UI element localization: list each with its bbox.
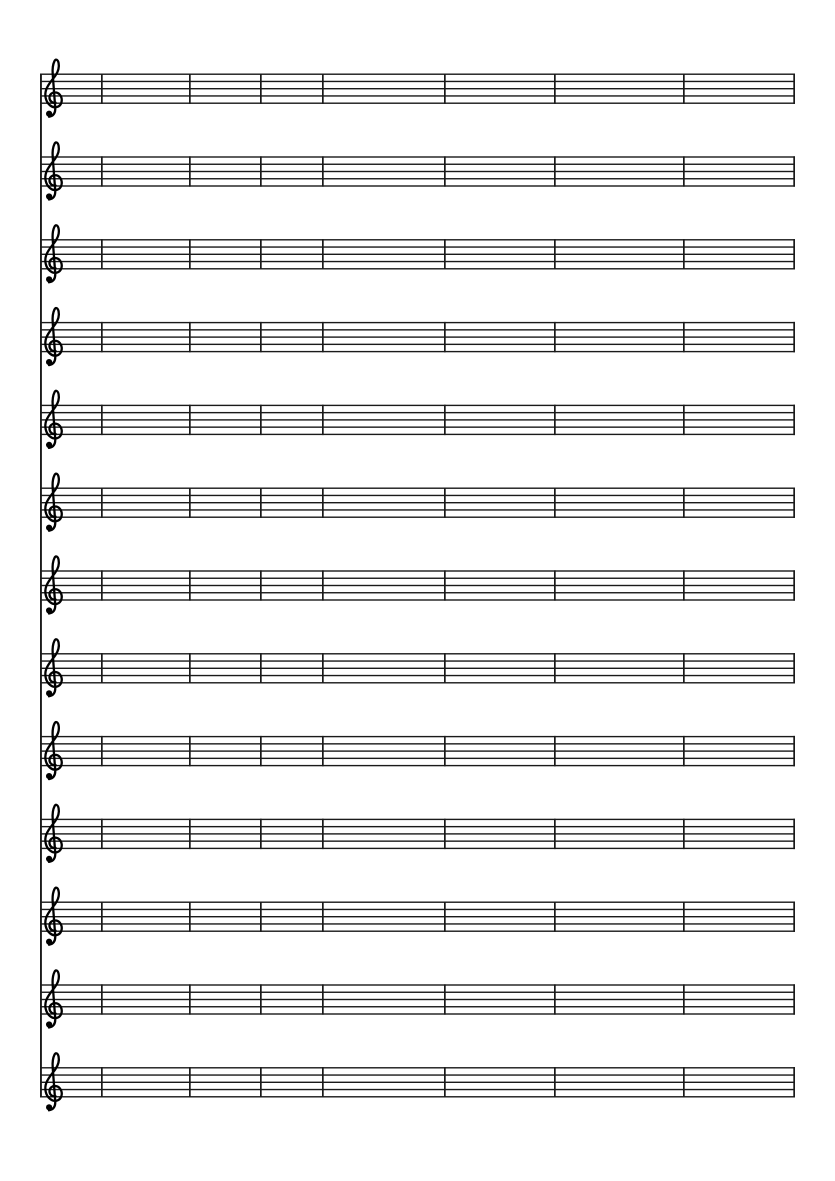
staff-system (40, 1053, 795, 1110)
staff-line (40, 1006, 795, 1007)
lyric-syllable: a (178, 35, 186, 54)
barline (322, 488, 324, 518)
barline (260, 156, 262, 186)
barline (554, 653, 556, 683)
staff-line (40, 743, 795, 744)
lyric-syllable: ku (528, 35, 545, 54)
barline (444, 156, 446, 186)
staff-line (40, 599, 795, 600)
staff-line (40, 509, 795, 510)
barline (101, 156, 103, 186)
staff-line (40, 570, 795, 571)
barline (322, 1067, 324, 1097)
staff-system (40, 474, 795, 531)
barline (260, 1067, 262, 1097)
barline (793, 239, 795, 269)
barline (793, 819, 795, 849)
lyric-syllable: sih (625, 35, 645, 54)
barline (260, 322, 262, 352)
staff-line (40, 495, 795, 496)
lyric-syllable: rim (423, 35, 447, 54)
lyric-syllable: yang (660, 35, 694, 54)
barline (444, 322, 446, 352)
barline (189, 488, 191, 518)
barline (683, 819, 685, 849)
barline (101, 74, 103, 104)
barline (554, 239, 556, 269)
staff-line (40, 419, 795, 420)
page-number: 35 (777, 13, 794, 32)
barline (444, 902, 446, 932)
barline (793, 1067, 795, 1097)
staff-line (40, 322, 795, 323)
lyric-syllable: a (67, 35, 75, 54)
staff-line (40, 750, 795, 751)
staff-line (40, 1089, 795, 1090)
staff-system (40, 970, 795, 1027)
barline (554, 488, 556, 518)
barline (260, 902, 262, 932)
staff-system (40, 60, 795, 117)
barline (260, 570, 262, 600)
barline (683, 405, 685, 435)
barline (793, 405, 795, 435)
staff-line (40, 81, 795, 82)
barline (189, 736, 191, 766)
staff-line (40, 902, 795, 903)
staff-line (40, 164, 795, 165)
staff-line (40, 517, 795, 518)
barline (260, 405, 262, 435)
staff-line (40, 434, 795, 435)
lyric-syllable: lah (482, 35, 503, 54)
barline (444, 653, 446, 683)
staff-line (40, 992, 795, 993)
barline (101, 488, 103, 518)
barline (554, 570, 556, 600)
barline (322, 405, 324, 435)
staff-line (40, 653, 795, 654)
staff-line (40, 156, 795, 157)
lyric-syllable: han (367, 35, 392, 54)
staff-line (40, 1013, 795, 1014)
barline (101, 570, 103, 600)
barline (444, 239, 446, 269)
staff-system (40, 805, 795, 862)
staff-line (40, 736, 795, 737)
staff-line (40, 171, 795, 172)
barline (322, 239, 324, 269)
barline (793, 902, 795, 932)
staff-line (40, 268, 795, 269)
measure-number: 72 (22, 53, 34, 67)
staff-line (40, 660, 795, 661)
staff-line (40, 95, 795, 96)
barline (444, 984, 446, 1014)
barline (554, 902, 556, 932)
barline (683, 239, 685, 269)
lyric-syllable: i (54, 35, 59, 54)
staff-system (40, 142, 795, 199)
staff-line (40, 351, 795, 352)
staff-line (40, 923, 795, 924)
staff-line (40, 984, 795, 985)
barline (260, 736, 262, 766)
barline (189, 1067, 191, 1097)
barline (101, 819, 103, 849)
staff-line (40, 488, 795, 489)
barline (683, 984, 685, 1014)
barline (322, 736, 324, 766)
barline (189, 74, 191, 104)
staff-line (40, 819, 795, 820)
lyric-syllable: nya (223, 35, 248, 54)
staff-line (40, 916, 795, 917)
staff-line (40, 344, 795, 345)
staff-line (40, 833, 795, 834)
barline (322, 902, 324, 932)
barline (793, 322, 795, 352)
staff-system (40, 556, 795, 613)
staff-line (40, 239, 795, 240)
barline (683, 74, 685, 104)
lyric-syllable: kan (451, 35, 476, 54)
barline (793, 74, 795, 104)
lyric-syllable: ku (80, 35, 97, 54)
barline (683, 322, 685, 352)
staff-line (40, 336, 795, 337)
staff-line (40, 1096, 795, 1097)
lyric-syllable: ki (405, 35, 419, 54)
lyric-syllable: Tu (346, 35, 365, 54)
barline (101, 1067, 103, 1097)
barline (322, 653, 324, 683)
barline (322, 570, 324, 600)
barline (260, 984, 262, 1014)
lyric-syllable: A (133, 35, 146, 54)
staff-line (40, 1074, 795, 1075)
staff-line (40, 426, 795, 427)
lyric-syllable: ha (755, 35, 772, 54)
staff-line (40, 178, 795, 179)
staff-line (40, 74, 795, 75)
staff-line (40, 682, 795, 683)
lyric-syllable: Ke (577, 35, 597, 54)
barline (444, 488, 446, 518)
staff-line (40, 999, 795, 1000)
barline (189, 902, 191, 932)
barline (683, 570, 685, 600)
staff-system (40, 722, 795, 779)
staff-system (40, 225, 795, 282)
barline (189, 239, 191, 269)
staff-line (40, 246, 795, 247)
barline (189, 984, 191, 1014)
staff-line (40, 88, 795, 89)
staff-line (40, 848, 795, 849)
staff-line (40, 405, 795, 406)
barline (260, 653, 262, 683)
barline (260, 819, 262, 849)
barline (554, 156, 556, 186)
barline (189, 819, 191, 849)
staff-line (40, 826, 795, 827)
staff-line (40, 185, 795, 186)
lyric-syllable: da (202, 35, 219, 54)
barline (793, 570, 795, 600)
barline (554, 736, 556, 766)
lyric-syllable: ka (602, 35, 619, 54)
barline (101, 322, 103, 352)
staff-system (40, 308, 795, 365)
barline (554, 984, 556, 1014)
barline (101, 984, 103, 1014)
staff-line (40, 329, 795, 330)
staff-line (40, 103, 795, 104)
staff-line (40, 668, 795, 669)
staff-line (40, 412, 795, 413)
staff-line (40, 261, 795, 262)
staff-line (40, 909, 795, 910)
barline (793, 736, 795, 766)
barline (444, 74, 446, 104)
staff-line (40, 765, 795, 766)
barline (683, 156, 685, 186)
barline (683, 653, 685, 683)
staff-line (40, 758, 795, 759)
barline (683, 488, 685, 518)
staff-system (40, 888, 795, 945)
barline (189, 653, 191, 683)
barline (444, 736, 446, 766)
staff-line (40, 931, 795, 932)
barline (322, 819, 324, 849)
staff-line (40, 502, 795, 503)
barline (554, 1067, 556, 1097)
barline (101, 736, 103, 766)
barline (444, 819, 446, 849)
barline (260, 74, 262, 104)
barline (101, 902, 103, 932)
barline (793, 156, 795, 186)
barline (683, 902, 685, 932)
barline (554, 819, 556, 849)
barline (322, 74, 324, 104)
barline (189, 405, 191, 435)
barline (444, 1067, 446, 1097)
barline (189, 322, 191, 352)
lyric-syllable: a (517, 35, 525, 54)
barline (554, 74, 556, 104)
staff-line (40, 1082, 795, 1083)
lyric-syllable: ba (705, 35, 722, 54)
staff-line (40, 585, 795, 586)
barline (189, 156, 191, 186)
staff-line (40, 675, 795, 676)
staff-line (40, 592, 795, 593)
barline (793, 653, 795, 683)
barline (322, 322, 324, 352)
barline (554, 322, 556, 352)
barline (322, 984, 324, 1014)
barline (554, 405, 556, 435)
lyric-syllable: ik (727, 35, 741, 54)
barline (101, 239, 103, 269)
staff-line (40, 578, 795, 579)
barline (444, 570, 446, 600)
staff-line (40, 840, 795, 841)
staff-line (40, 1067, 795, 1068)
barline (260, 239, 262, 269)
barline (444, 405, 446, 435)
barline (101, 405, 103, 435)
staff-line (40, 254, 795, 255)
staff-system (40, 391, 795, 448)
barline (189, 570, 191, 600)
barline (322, 156, 324, 186)
staff-system (40, 639, 795, 696)
barline (793, 488, 795, 518)
lyric-syllable: ti (777, 35, 787, 54)
barline (683, 736, 685, 766)
barline (683, 1067, 685, 1097)
barline (101, 653, 103, 683)
barline (260, 488, 262, 518)
barline (793, 984, 795, 1014)
lyric-syllable: pa (148, 35, 165, 54)
